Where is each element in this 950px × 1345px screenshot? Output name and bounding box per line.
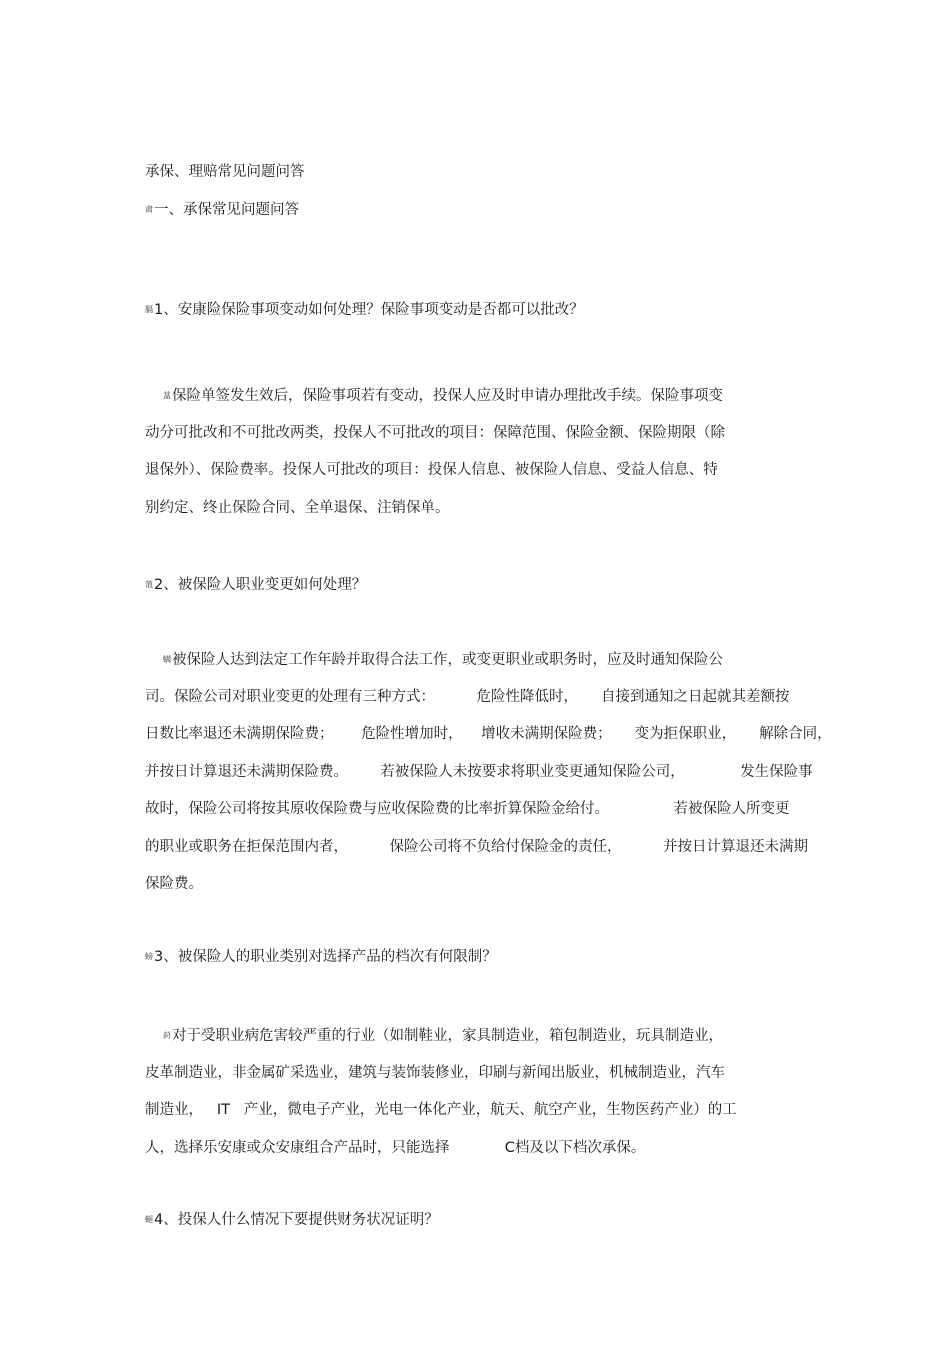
answer-3	[145, 1017, 805, 1167]
answer-2-line: 并按日计算退还未满期保险费。 若被保险人未按要求将职业变更通知保险公司， 发生保险事	[145, 763, 813, 780]
answer-2-line: 保险费。	[145, 876, 203, 892]
answer-2-line: 司。保险公司对职业变更的处理有三种方式： 危险性降低时， 自接到通知之日起就其差额按	[145, 688, 790, 705]
answer-3-line-text: 对于受职业病危害较严重的行业（如制鞋业，家具制造业，箱包制造业，玩具制造业，	[172, 1027, 723, 1044]
question-3-mark: 螃	[145, 952, 153, 961]
answer-3-line: 皮革制造业，非金属矿采选业，建筑与装饰装修业，印刷与新闻出版业，机械制造业，汽车	[145, 1064, 725, 1081]
question-3	[145, 947, 497, 967]
answer-3-line: 人，选择乐安康或众安康组合产品时，只能选择 C档及以下档次承保。	[145, 1139, 646, 1156]
question-1-text: 1、安康险保险事项变动如何处理？保险事项变动是否都可以批改？	[154, 302, 584, 318]
answer-1-mark: 蒀	[163, 391, 171, 400]
answer-2-line: 故时，保险公司将按其原收保险费与应收保险费的比率折算保险金给付。 若被保险人所变更	[145, 801, 790, 817]
answer-3-line	[145, 1017, 805, 1055]
answer-2-mark: 螨	[163, 655, 171, 664]
answer-1	[145, 377, 805, 527]
question-2-text: 2、被保险人职业变更如何处理？	[154, 577, 367, 593]
section-heading	[145, 200, 299, 220]
answer-1-line: 别约定、终止保险合同、全单退保、注销保单。	[145, 499, 450, 516]
question-4-mark: 螁	[145, 1215, 153, 1224]
answer-1-line	[145, 377, 805, 415]
question-4	[145, 1210, 439, 1230]
question-1-mark: 膈	[145, 305, 153, 314]
section-mark: 肃	[145, 205, 153, 214]
question-2-mark: 蒗	[145, 580, 153, 589]
answer-1-line-text: 保险单签发生效后，保险事项若有变动，投保人应及时申请办理批改手续。保险事项变	[172, 387, 723, 404]
question-2	[145, 575, 366, 595]
section-heading-text: 一、承保常见问题问答	[154, 202, 299, 218]
answer-2-line: 的职业或职务在拒保范围内者， 保险公司将不负给付保险金的责任， 并按日计算退还未满期	[145, 838, 808, 855]
answer-2-line-text: 被保险人达到法定工作年龄并取得合法工作，或变更职业或职务时，应及时通知保险公	[172, 651, 723, 668]
answer-3-line: 制造业， IT 产业，微电子产业，光电一体化产业，航天、航空产业，生物医药产业）的工	[145, 1102, 737, 1118]
answer-1-line: 退保外）、保险费率。投保人可批改的项目：投保人信息、被保险人信息、受益人信息、特	[145, 462, 718, 478]
page-title: 承保、理赔常见问题问答	[145, 164, 305, 180]
question-3-text: 3、被保险人的职业类别对选择产品的档次有何限制？	[154, 949, 497, 965]
question-4-text: 4、投保人什么情况下要提供财务状况证明？	[154, 1212, 439, 1228]
question-1	[145, 300, 584, 320]
answer-2	[145, 641, 832, 904]
answer-2-line: 日数比率退还未满期保险费； 危险性增加时， 增收未满期保险费； 变为拒保职业， 解除合同，	[145, 726, 832, 742]
answer-3-mark: 莳	[163, 1031, 171, 1040]
answer-2-line	[145, 641, 805, 679]
answer-1-line: 动分可批改和不可批改两类，投保人不可批改的项目：保障范围、保险金额、保险期限（除	[145, 424, 725, 441]
